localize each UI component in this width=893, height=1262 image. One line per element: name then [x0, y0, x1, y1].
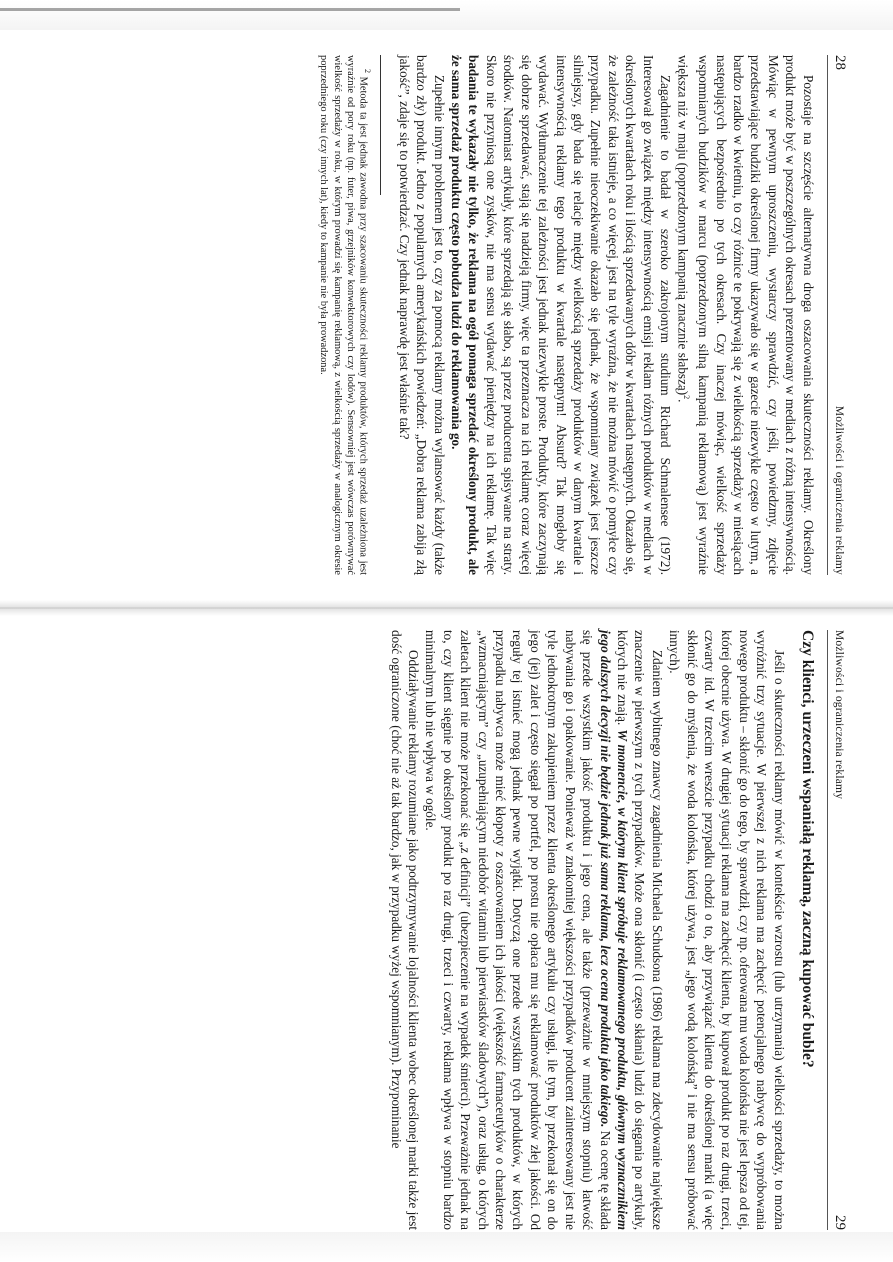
running-title: Możliwości i ograniczenia reklamy: [833, 405, 845, 575]
running-head-28: [827, 55, 848, 575]
footnote-ref: 2: [681, 395, 691, 400]
running-head-29: [827, 630, 848, 1230]
paragraph-3: Zupełnie innym problemem jest to, czy za pomocą reklamy można wylansować każdy (także bardzo zły) produkt. Jedno z popularnych amerykańskich powiedzeń: „Dobra reklama zabija złą jakość”, zdaje się to potwierdzać. Czy jednak naprawdę jest właśnie tak?: [396, 55, 447, 575]
paragraph-1: Pozostaje na szczęście alternatywna droga oszacowania skuteczności reklamy. Określony produkt może być w poszczególnych okresach prezentowany w mediach z różną intensywnością. Mówiąc w pewnym uproszczeniu, wystarczy sprawdzić, czy jeśli, powiedzmy, zdjęcie przedstawiające budziki określonej firmy ukazywało się w gazecie niezwykle często w lutym, a bardzo rzadko w kwietniu, to czy różnice te pokrywają się z wielkością sprzedaży w miesiącach następujących bezpośrednio po tych okresach. Czy inaczej mówiąc, wielkość sprzedaży wspomnianych budzików w marcu (poprzedzonym silną kampanią reklamową) jest wyraźnie większa niż w maju (poprzedzonym kampanią znacznie słabszą)$^2$.: [675, 55, 816, 575]
scan-artifact-line: [0, 8, 460, 11]
book-gutter: [0, 600, 893, 616]
paragraph-2: Zagadnienie to badał w szeroko zakrojonym studium Richard Schmalensee (1972). Interesował go związek między intensywnością emisji reklam różnych produktów w mediach w określonych kwartałach roku i ilością sprzedawanych dóbr w kwartałach następnych. Okazało się, że zależność taka istnieje, a co więcej, jest na tyle wyraźna, że nie można mówić o pomyłce czy przypadku. Zupełnie nieoczekiwanie okazało się jednak, że wspomniany związek jest jeszcze silniejszy, gdy bada się relacje między wielkością sprzedaży produktów w danym kwartale i intensywnością reklamy tego produktu w kwartale następnym! Absurd? Tak mogłoby się wydawać. Wytłumaczenie tej zależności jest jednak niezwykle proste. Produkty, które zaczynają się dobrze sprzedawać, stają się nadzieją firmy, więc ta przeznacza na ich reklamę coraz więcej środków. Natomiast artykuły, które sprzedają się słabo, są przez producenta spisywane na straty. Skoro nie przyniosą one zysków, nie ma sensu wydawać pieniędzy na ich reklamę. Tak więc badania te wykazały nie tylko, że reklama na ogół pomaga sprzedać określony produkt, ale że sama sprzedaż produktu często pobudza ludzi do reklamowania go.: [449, 55, 673, 575]
page-28: [108, 55, 848, 575]
bold-italic-thesis: W momencie, w którym klient spróbuje reklamowanego produktu, głównym wyznacznikiem jego dalszych decyzji nie będzie jednak już sama reklama, lecz ocena produktu jako takiego.: [597, 630, 630, 1230]
footnote: $^2$ Metoda ta jest jednak zawodna przy szacowaniu skuteczności reklamy produktów, których sprzedaż uzależniona jest wyraźnie od pory roku (np. futer, piwa, grzejników konwektorowych czy lodów). Sensowniej jest wówczas porównywać wielkość sprzedaży w roku, w którym prowadzi się kampanię reklamową, z wielkością sprzedaży w analogicznym okresie poprzedniego roku (czy innych lat), kiedy to kampanie nie była prowadzona.: [318, 55, 373, 575]
section-heading: Czy klienci, urzeczeni wspaniałą reklamą, zaczną kupować buble?: [798, 630, 816, 1068]
paragraph-3: Oddziaływanie reklamy rozumiane jako podtrzymywanie lojalności klienta wobec określonej marki także jest dość ograniczone (choć nie aż tak bardzo, jak w przypadku wyżej wspomnianym). Przypominanie: [388, 630, 422, 1230]
page-number: 29: [832, 1215, 848, 1230]
page-29: [108, 630, 848, 1230]
footnote-rule: [380, 55, 381, 195]
page-number: 28: [832, 55, 848, 70]
paragraph-2: Zdaniem wybitnego znawcy zagadnienia Michaela Schudsona (1986) reklama ma zdecydowanie największe znaczenie w pierwszym z tych przypadków. Może ona skłonić (i często skłania) ludzi do sięgania po artykuły, których nie znają. W momencie, w którym klient spróbuje reklamowanego produktu, głównym wyznacznikiem jego dalszych decyzji nie będzie jednak już sama reklama, lecz ocena produktu jako takiego. Na ocenę tę składa się przede wszystkim jakość produktu i jego cena, ale także (przeważnie w mniejszym stopniu) łatwość nabywania go i opakowanie. Ponieważ w znakomitej większości przypadków producent zainteresowany jest nie tyle jednokrotnym zakupieniem przez klienta określonego artykułu czy usługi, ile tym, by przekonał się on do jego (jej) zalet i często sięgał po portfel, po prostu nie opłaca mu się reklamować produktów złej jakości. Od reguły tej istnieć mogą jednak pewne wyjątki. Dotyczą one przede wszystkim tych produktów, w których przypadku nabywca może mieć kłopoty z oszacowaniem ich jakości (większość farmaceutyków o charakterze „wzmacniającym” czy „uzupełniającym niedobór witamin lub pierwiastków śladowych”), oraz usług, o których zaletach klient nie może przekonać się „z definicji” (ubezpieczenie na wypadek śmierci). Przeważnie jednak na to, czy klient sięgnie po określony produkt po raz drugi, trzeci i czwarty, reklama wpływa w stopniu bardzo minimalnym lub nie wpływa w ogóle.: [423, 630, 665, 1230]
scan-edge-top: [0, 0, 893, 30]
paragraph-1: Jeśli o skuteczności reklamy mówić w kontekście wzrostu (lub utrzymania) wielkości sprzedaży, to można wyróżnić trzy sytuacje. W pierwszej z nich reklama ma zachęcić potencjalnego nabywcę do wypróbowania nowego produktu – skłonić go do tego, by sprawdził, czy np. oferowana mu woda kolońska nie jest lepsza od tej, której obecnie używa. W drugiej sytuacji reklama ma zachęcić klienta, by kupował produkt po raz drugi, trzeci, czwarty itd. W trzecim wreszcie przypadku chodzi o to, aby przywiązać klienta do określonej marki (a więc skłonić go do myślenia, że woda kolońska, której używa, jest „jego wodą kolońską” i nie ma sensu próbować innych).: [667, 630, 787, 1230]
running-title: Możliwości i ograniczenia reklamy: [833, 630, 845, 800]
scan-edge-bottom: [0, 1232, 893, 1262]
bold-finding: badania te wykazały nie tylko, że reklama na ogół pomaga sprzedać określony produkt, ale że sama sprzedaż produktu często pobudza ludzi do reklamowania go.: [449, 55, 482, 575]
